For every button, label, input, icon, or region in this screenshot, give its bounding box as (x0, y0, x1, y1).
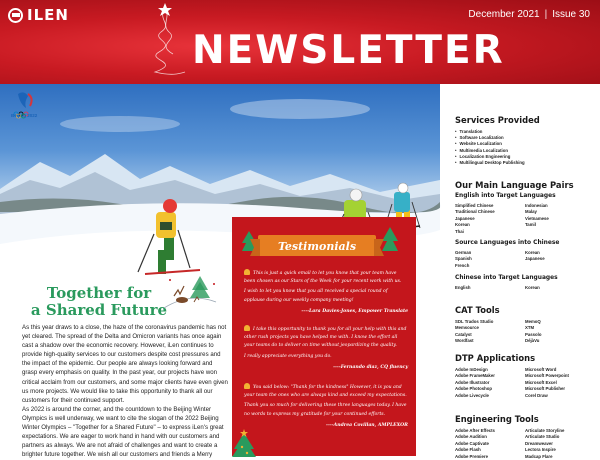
article-title (24, 285, 174, 319)
tool-item: Articulate Studio (525, 434, 560, 440)
tool-item: Articulate Storyline (525, 428, 565, 433)
testimonial-quote-1 (244, 269, 408, 316)
tool-item: Madcap Flare (525, 453, 553, 459)
tool-item: MemoQ (525, 319, 541, 324)
languages-heading: Our Main Language Pairs (455, 180, 574, 190)
language-item (525, 263, 595, 269)
chinese-into-heading: Chinese into Target Languages (455, 275, 558, 281)
language-item: Thai (455, 228, 464, 234)
service-item: • Website Localization (455, 141, 525, 147)
article-paragraph: As this year draws to a close, the haze of the coronavirus pandemic has not yet cleared. The spread of the Delta and Omicron variants has once again cast a shadow over the economic recovery. However, iLen continues to provide high-quality services to our customers despite cost pressures and the impact of the epidemic. Our people are always looking forward and grasp every emphasis on quality. In the past year, our projects have won critical acclaim from our customers, and some major clients have even given us more projects. We would like to take this opportunity to thank all our customers for their continued support. (22, 324, 228, 404)
tool-item: Adobe Captivate (455, 440, 489, 446)
olympic-badge-text: Beijing 2022 (11, 113, 38, 118)
article-body (22, 323, 228, 459)
tool-item: Adobe FrameMaker (455, 373, 495, 379)
tool-item: Memsource (455, 325, 479, 331)
tool-item: DéjàVu (525, 338, 540, 344)
language-item: Spanish (455, 256, 472, 262)
issue-separator: | (544, 9, 548, 20)
language-item: German (455, 250, 472, 255)
language-item: Korean (525, 250, 540, 255)
tool-item: Catalyst (455, 331, 472, 337)
decorated-tree-icon (232, 417, 416, 457)
quote-text: This is just a quick email to let you know that your team have been chosen as our Stars of the Week for your recent work with us. (244, 271, 402, 285)
quote-text: I really appreciate everything you do. (244, 353, 332, 359)
tool-item: Adobe Flash (455, 447, 481, 453)
quote-text: I take this opportunity to thank you for all your help with this and other rush projects you have helped me with. I know the effort all your teams do to deliver on time without jeopardizing the quality. (244, 327, 407, 349)
language-item: Simplified Chinese (455, 203, 494, 208)
services-list (455, 129, 525, 166)
tool-item: Adobe Illustrator (455, 379, 490, 385)
logo-text: ILEN (27, 6, 69, 24)
tool-item: Adobe Premiere (455, 453, 488, 459)
sidebar (444, 84, 600, 459)
bell-icon (244, 269, 250, 275)
tool-item: Microsoft Powerpoint (525, 373, 569, 379)
tool-item: Wordfast (455, 338, 474, 344)
engineering-list (455, 428, 595, 460)
language-item: Indonesian (525, 203, 548, 208)
tool-item: Microsoft Excel (525, 379, 557, 385)
quote-signature: ----Andrea Covillan, AMPLEXOR (326, 422, 408, 428)
article-title-line-1: Together for (46, 284, 152, 302)
company-logo (8, 6, 69, 24)
tool-item: Corel Draw (525, 392, 548, 398)
service-item: • Multimedia Localization (455, 148, 525, 154)
language-item: French (455, 262, 470, 268)
issue-info (468, 9, 590, 20)
article-title-line-2: a Shared Future (30, 301, 168, 319)
source-into-chinese-heading: Source Languages into Chinese (455, 240, 560, 246)
dtp-heading: DTP Applications (455, 353, 536, 363)
quote-text: Thank you so much for delivering these three languages today. I have no words to express my gratitude for your continued efforts. (244, 403, 407, 417)
quote-text: I wish to let you know that you all received a special round of applause during our weekly company meeting! (244, 289, 388, 303)
language-item: Korean (525, 285, 540, 290)
testimonials-heading-ribbon (258, 235, 376, 256)
header-banner (0, 0, 600, 84)
tool-item: Adobe InDesign (455, 367, 488, 372)
source-into-chinese-list (455, 250, 595, 269)
tool-item: Microsoft Word (525, 367, 557, 372)
engineering-heading: Engineering Tools (455, 414, 539, 424)
tool-item: Lectora Inspire (525, 447, 556, 453)
language-item: English (455, 285, 471, 290)
language-item: Korean (455, 222, 470, 228)
service-item: • Software Localization (455, 135, 525, 141)
issue-number: Issue 30 (552, 9, 590, 20)
service-item: • Translation (455, 129, 525, 135)
tool-item: SDL Trados Studio (455, 319, 494, 324)
bell-icon (244, 325, 250, 331)
language-item: Tamil (525, 222, 536, 228)
quote-text: You said below: "Thank for the kindness" However, it is you and your team the ones who are always kind and exceed my expectations. (244, 385, 407, 399)
language-item: Japanese (455, 215, 475, 221)
tool-item: Adobe Livecycle (455, 392, 489, 398)
tool-item: Adobe Audition (455, 434, 487, 440)
christmas-tree-sparkle-icon (135, 2, 195, 82)
language-item: Traditional Chinese (455, 209, 495, 215)
tool-item: Adobe After Effects (455, 428, 495, 433)
bell-icon (244, 383, 250, 389)
language-item: Vietnamese (525, 215, 549, 221)
reindeer-deco-icon (160, 272, 220, 312)
services-heading: Services Provided (455, 115, 540, 125)
cat-tools-list (455, 319, 595, 345)
language-item (525, 229, 595, 235)
testimonials-heading: Testimonials (277, 240, 357, 253)
small-tree-icon (382, 227, 398, 253)
service-item: • Multilingual Desktop Publishing (455, 160, 525, 166)
tool-item: XTM (525, 325, 535, 331)
english-into-heading: English into Target Languages (455, 193, 556, 199)
cat-tools-heading: CAT Tools (455, 305, 500, 315)
logo-mark-icon (8, 8, 23, 23)
tool-item: Adobe Photoshop (455, 386, 492, 392)
tool-item: Passolo (525, 331, 542, 337)
newsletter-title: NEWSLETTER (192, 28, 505, 73)
tool-item: Dreamweaver (525, 440, 553, 446)
issue-date: December 2021 (468, 9, 540, 20)
language-item: Japanese (525, 256, 545, 262)
chinese-into-list (455, 285, 595, 291)
testimonials-panel (232, 217, 416, 456)
tool-item: Microsoft Publisher (525, 386, 566, 392)
dtp-list (455, 367, 595, 399)
service-item: • Localization Engineering (455, 154, 525, 160)
english-into-list (455, 203, 595, 235)
testimonial-quote-2 (244, 325, 408, 372)
quote-signature: ----Lara Davies-Jones, Empower Translate (301, 308, 408, 314)
language-item: Malay (525, 209, 537, 215)
article-paragraph: As 2022 is around the corner, and the countdown to the Beijing Winter Olympics is well underway, we want to cite the slogan of the 2022 Beijing Winter Olympics – "Together for a Shared Future" – to express iLen's great expectations. We are eager to work hand in hand with our customers and partners as always. We are not afraid of challenges and want to create a brighter future together. We wish all our customers and friends a Merry (22, 405, 224, 459)
quote-signature: ----Fernando diaz, CQ fluency (333, 364, 408, 370)
